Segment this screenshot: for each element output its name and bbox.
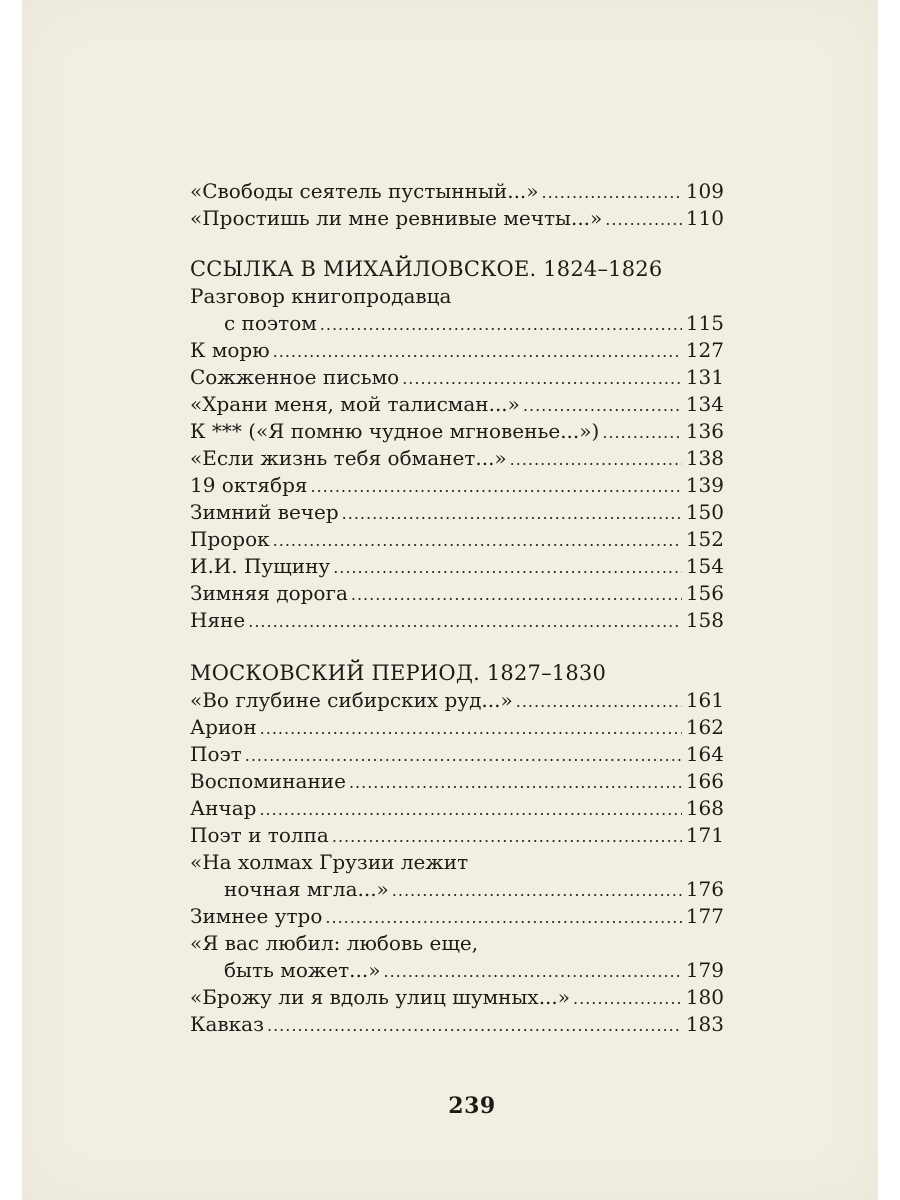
toc-entry	[190, 903, 724, 930]
entry-page: 158	[685, 608, 724, 632]
entry-title-line: «На холмах Грузии лежит	[190, 850, 469, 874]
entry-title: Зимний вечер	[190, 500, 339, 524]
dot-leader	[248, 608, 682, 635]
dot-leader	[320, 311, 682, 338]
entry-page: 156	[685, 581, 724, 605]
entry-title: «Во глубине сибирских руд...»	[190, 688, 513, 712]
dot-leader	[523, 392, 682, 419]
entry-title-continuation	[190, 310, 724, 337]
dot-leader	[325, 904, 681, 931]
entry-page: 166	[685, 769, 724, 793]
toc-entry	[190, 553, 724, 580]
toc-section	[190, 660, 724, 1038]
entry-page: 134	[685, 392, 724, 416]
dot-leader	[259, 796, 681, 823]
entry-title: Зимняя дорога	[190, 581, 348, 605]
toc-entry	[190, 418, 724, 445]
entry-title-continuation	[190, 876, 724, 903]
dot-leader	[333, 554, 682, 581]
entry-page: 110	[685, 206, 724, 230]
entry-title: 19 октября	[190, 473, 308, 497]
entry-title-line: «Я вас любил: любовь еще,	[190, 931, 479, 955]
dot-leader	[349, 769, 682, 796]
entry-title: ночная мгла...»	[224, 877, 389, 901]
dot-leader	[573, 985, 682, 1012]
entry-title: К морю	[190, 338, 270, 362]
toc-entry	[190, 741, 724, 768]
entry-title: К *** («Я помню чудное мгновенье...»)	[190, 419, 600, 443]
toc-entry	[190, 930, 724, 984]
entry-title: Пророк	[190, 527, 270, 551]
entry-title: быть может...»	[224, 958, 381, 982]
entry-page: 154	[685, 554, 724, 578]
entry-page: 136	[685, 419, 724, 443]
toc-entry	[190, 849, 724, 903]
entry-page: 183	[685, 1012, 724, 1036]
toc-entry	[190, 472, 724, 499]
toc-entry	[190, 445, 724, 472]
dot-leader	[342, 500, 682, 527]
toc-entry	[190, 391, 724, 418]
toc-entry	[190, 178, 724, 205]
toc-entry	[190, 526, 724, 553]
entry-page: 131	[685, 365, 724, 389]
toc-section	[190, 178, 724, 232]
entry-page: 177	[685, 904, 724, 928]
dot-leader	[311, 473, 682, 500]
dot-leader	[392, 877, 682, 904]
entry-title: «Брожу ли я вдоль улиц шумных...»	[190, 985, 571, 1009]
dot-leader	[602, 419, 682, 446]
dot-leader	[383, 958, 681, 985]
entry-page: 176	[685, 877, 724, 901]
toc-entry	[190, 984, 724, 1011]
entry-page: 115	[685, 311, 724, 335]
toc-section	[190, 256, 724, 634]
toc-entry	[190, 337, 724, 364]
entry-page: 139	[685, 473, 724, 497]
toc-entry	[190, 1011, 724, 1038]
entry-title: Сожженное письмо	[190, 365, 400, 389]
dot-leader	[332, 823, 682, 850]
dot-leader	[516, 688, 682, 715]
entry-page: 164	[685, 742, 724, 766]
table-of-contents	[190, 178, 724, 1038]
entry-title: Воспоминание	[190, 769, 346, 793]
entry-title: «Свободы сеятель пустынный...»	[190, 179, 539, 203]
entry-page: 127	[685, 338, 724, 362]
dot-leader	[605, 206, 682, 233]
entry-title-continuation	[190, 957, 724, 984]
dot-leader	[273, 338, 682, 365]
toc-entry	[190, 822, 724, 849]
book-page	[22, 0, 878, 1200]
entry-page: 152	[685, 527, 724, 551]
entry-title: «Храни меня, мой талисман...»	[190, 392, 520, 416]
entry-page: 168	[685, 796, 724, 820]
dot-leader	[402, 365, 682, 392]
entry-title: «Простишь ли мне ревнивые мечты...»	[190, 206, 603, 230]
dot-leader	[245, 742, 682, 769]
entry-page: 161	[685, 688, 724, 712]
entry-title: Поэт и толпа	[190, 823, 329, 847]
section-heading: МОСКОВСКИЙ ПЕРИОД. 1827–1830	[190, 661, 607, 685]
toc-entry	[190, 499, 724, 526]
entry-title: И.И. Пущину	[190, 554, 331, 578]
dot-leader	[351, 581, 682, 608]
toc-entry	[190, 687, 724, 714]
entry-page: 162	[685, 715, 724, 739]
entry-title: Кавказ	[190, 1012, 264, 1036]
toc-entry	[190, 283, 724, 337]
entry-title: Арион	[190, 715, 257, 739]
toc-entry	[190, 768, 724, 795]
entry-title: с поэтом	[224, 311, 317, 335]
page-number: 239	[448, 1093, 496, 1119]
toc-entry	[190, 205, 724, 232]
entry-title: Анчар	[190, 796, 257, 820]
entry-page: 150	[685, 500, 724, 524]
entry-page: 179	[685, 958, 724, 982]
entry-page: 171	[685, 823, 724, 847]
dot-leader	[542, 179, 682, 206]
entry-title: Няне	[190, 608, 246, 632]
entry-page: 109	[685, 179, 724, 203]
entry-title: «Если жизнь тебя обманет...»	[190, 446, 507, 470]
toc-entry	[190, 795, 724, 822]
dot-leader	[273, 527, 682, 554]
toc-entry	[190, 714, 724, 741]
entry-title: Зимнее утро	[190, 904, 323, 928]
entry-page: 180	[685, 985, 724, 1009]
section-heading: ССЫЛКА В МИХАЙЛОВСКОЕ. 1824–1826	[190, 257, 663, 281]
toc-entry	[190, 580, 724, 607]
entry-title: Поэт	[190, 742, 242, 766]
dot-leader	[267, 1012, 682, 1039]
entry-page: 138	[685, 446, 724, 470]
toc-entry	[190, 607, 724, 634]
entry-title-line: Разговор книгопродавца	[190, 284, 452, 308]
dot-leader	[260, 715, 682, 742]
toc-entry	[190, 364, 724, 391]
dot-leader	[510, 446, 682, 473]
